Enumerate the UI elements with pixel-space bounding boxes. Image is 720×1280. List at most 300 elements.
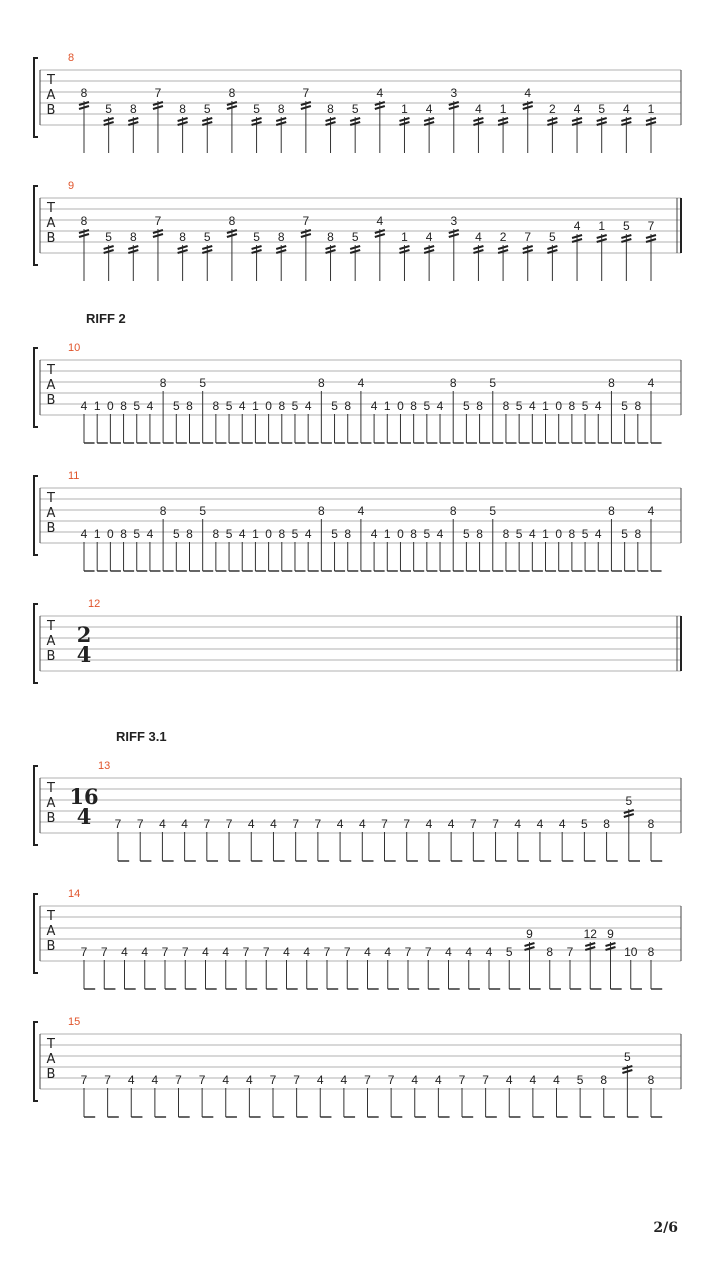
tab-note [523, 86, 533, 153]
fret-number: 5 [423, 527, 431, 541]
tab-note [397, 527, 411, 571]
fret-number: 5 [133, 399, 141, 413]
tab-letter: T [47, 363, 55, 378]
tab-letter: B [46, 393, 56, 408]
fret-number: 7 [154, 86, 162, 100]
tab-note [358, 504, 372, 571]
tab-letter: T [47, 73, 55, 88]
tab-note [248, 817, 263, 861]
tab-note [449, 214, 459, 281]
fret-number: 7 [469, 817, 477, 831]
tab-letter: A [46, 216, 56, 231]
fret-number: 8 [277, 102, 285, 116]
staff-bracket [34, 476, 38, 555]
tab-note [203, 817, 218, 861]
tab-note [450, 376, 464, 443]
tab-note [470, 817, 485, 861]
tab-note [364, 945, 379, 989]
tab-note [375, 86, 385, 153]
tab-note [344, 527, 358, 571]
fret-number: 7 [403, 817, 411, 831]
fret-number: 4 [475, 230, 482, 244]
tab-letter: T [47, 781, 55, 796]
fret-number: 8 [568, 527, 576, 541]
fret-number: 3 [450, 86, 458, 100]
fret-number: 7 [424, 945, 432, 959]
fret-number: 8 [634, 399, 642, 413]
tab-note [621, 102, 631, 153]
tab-note [397, 399, 411, 443]
tab-note [331, 399, 345, 443]
tab-note [350, 102, 360, 153]
fret-number: 4 [181, 817, 188, 831]
tab-note [405, 945, 420, 989]
tab-note [202, 945, 217, 989]
tab-note [555, 399, 569, 443]
fret-number: 0 [265, 527, 272, 541]
tab-note [608, 504, 622, 571]
fret-number: 5 [291, 399, 299, 413]
tab-note [463, 527, 477, 571]
tab-system [0, 1012, 720, 1122]
tab-system [0, 756, 720, 866]
fret-number: 4 [514, 817, 522, 831]
fret-number: 4 [425, 230, 433, 244]
fret-number: 4 [364, 945, 371, 959]
tab-note [482, 1073, 497, 1117]
tab-note [399, 230, 409, 281]
tab-note [278, 527, 292, 571]
bar-number: 12 [88, 598, 101, 610]
tab-staff [0, 176, 720, 286]
tab-note [182, 945, 197, 989]
fret-number: 4 [524, 86, 532, 100]
fret-number: 4 [623, 102, 630, 116]
tab-note [542, 399, 556, 443]
tab-note [445, 945, 460, 989]
tab-note [301, 86, 311, 153]
fret-number: 8 [568, 399, 576, 413]
tab-note [252, 527, 266, 571]
fret-number: 4 [222, 945, 230, 959]
fret-number: 4 [357, 504, 365, 518]
fret-number: 4 [594, 527, 602, 541]
tab-note [181, 817, 196, 861]
tab-note [516, 399, 530, 443]
tab-note [252, 399, 266, 443]
fret-number: 5 [581, 527, 589, 541]
fret-number: 1 [542, 399, 549, 413]
tab-note [324, 945, 339, 989]
fret-number: 8 [327, 102, 334, 116]
fret-number: 4 [528, 399, 536, 413]
fret-number: 4 [647, 376, 655, 390]
fret-number: 4 [151, 1073, 159, 1087]
fret-number: 4 [80, 527, 88, 541]
tab-note [227, 86, 237, 153]
fret-number: 1 [401, 102, 408, 116]
fret-number: 0 [555, 399, 563, 413]
fret-number: 0 [107, 527, 114, 541]
fret-number: 4 [447, 817, 455, 831]
tab-note [489, 376, 503, 443]
fret-number: 4 [436, 527, 444, 541]
tab-letter: T [47, 909, 55, 924]
tab-note [608, 376, 622, 443]
fret-number: 2 [549, 102, 556, 116]
tab-note [424, 102, 434, 153]
tab-letter: B [46, 521, 56, 536]
bar-number: 10 [68, 342, 81, 354]
tab-note [326, 102, 336, 153]
fret-number: 4 [146, 399, 154, 413]
tab-note [600, 1073, 615, 1117]
tab-note [226, 527, 240, 571]
fret-number: 4 [283, 945, 290, 959]
tab-note [606, 927, 622, 989]
tab-staff [0, 48, 720, 158]
tab-note [227, 214, 237, 281]
fret-number: 7 [154, 214, 162, 228]
fret-number: 8 [344, 399, 352, 413]
tab-note [572, 219, 582, 281]
fret-number: 8 [228, 214, 236, 228]
tab-note [278, 399, 292, 443]
tab-note [547, 230, 557, 281]
tab-note [530, 1073, 545, 1117]
tab-note [489, 504, 503, 571]
tab-note [141, 945, 156, 989]
fret-number: 7 [293, 1073, 300, 1087]
tab-staff [0, 594, 720, 704]
fret-number: 8 [318, 504, 325, 518]
page-number: 2/6 [653, 1220, 678, 1236]
tab-note [399, 102, 409, 153]
tab-note [459, 1073, 474, 1117]
fret-number: 0 [265, 399, 272, 413]
tab-system [0, 466, 720, 576]
tab-note [582, 527, 596, 571]
tab-letter: B [46, 939, 56, 954]
bar-number: 14 [68, 888, 81, 900]
fret-number: 8 [647, 945, 655, 959]
fret-number: 7 [482, 1073, 489, 1087]
tab-note [648, 1073, 663, 1117]
fret-number: 3 [450, 214, 458, 228]
fret-number: 4 [384, 945, 392, 959]
tab-staff [0, 466, 720, 576]
fret-number: 4 [246, 1073, 253, 1087]
tab-note [537, 817, 552, 861]
tab-note [159, 817, 174, 861]
fret-number: 5 [199, 376, 207, 390]
fret-number: 1 [499, 102, 507, 116]
tab-note [569, 399, 583, 443]
fret-number: 8 [186, 527, 193, 541]
tab-note [371, 527, 385, 571]
fret-number: 4 [558, 817, 566, 831]
fret-number: 8 [603, 817, 610, 831]
tab-note [624, 945, 642, 989]
tab-note [646, 219, 656, 281]
tab-note [344, 399, 358, 443]
tab-note [318, 504, 332, 571]
tab-note [178, 230, 188, 281]
fret-number: 5 [581, 399, 589, 413]
tab-note [317, 1073, 332, 1117]
tab-note [577, 1073, 592, 1117]
staff-bracket [34, 348, 38, 427]
tab-note [270, 1073, 285, 1117]
tab-note [503, 527, 517, 571]
staff-bracket [34, 186, 38, 265]
fret-number: 5 [463, 399, 470, 413]
fret-number: 7 [181, 945, 189, 959]
fret-number: 4 [436, 399, 444, 413]
tab-note [634, 399, 648, 443]
fret-number: 7 [404, 945, 412, 959]
tab-note [81, 1073, 96, 1117]
tab-note [621, 399, 635, 443]
fret-number: 4 [340, 1073, 348, 1087]
tab-note [283, 945, 298, 989]
staff-bracket [34, 604, 38, 683]
tab-note [81, 527, 95, 571]
tab-system [0, 176, 720, 286]
tab-letter: B [46, 103, 56, 118]
tab-note [516, 527, 530, 571]
tab-note [542, 527, 556, 571]
tab-note [104, 1073, 119, 1117]
fret-number: 4 [505, 1073, 513, 1087]
fret-number: 8 [647, 1073, 655, 1087]
tab-note [222, 945, 237, 989]
fret-number: 1 [383, 399, 391, 413]
fret-number: 7 [381, 817, 388, 831]
tab-note [547, 102, 557, 153]
tab-note [81, 399, 95, 443]
fret-number: 7 [458, 1073, 466, 1087]
tab-note [449, 86, 459, 153]
tab-note [246, 1073, 261, 1117]
tab-note [648, 376, 662, 443]
time-signature-top: 2 [76, 622, 92, 647]
tab-note [153, 86, 163, 153]
tab-note [410, 527, 424, 571]
tab-note [525, 927, 541, 989]
tab-note [476, 399, 490, 443]
fret-number: 4 [475, 102, 482, 116]
tab-note [555, 527, 569, 571]
fret-number: 8 [318, 376, 325, 390]
tab-note [634, 527, 648, 571]
fret-number: 7 [314, 817, 322, 831]
fret-number: 8 [179, 230, 186, 244]
tab-note [423, 399, 437, 443]
fret-number: 7 [364, 1073, 371, 1087]
fret-number: 8 [278, 399, 286, 413]
tab-note [292, 399, 306, 443]
fret-number: 5 [515, 399, 523, 413]
tab-note [186, 399, 200, 443]
tab-staff [0, 756, 720, 866]
fret-number: 2 [499, 230, 507, 244]
bar-number: 8 [68, 52, 75, 64]
tab-note [514, 817, 529, 861]
fret-number: 8 [80, 214, 88, 228]
bar-number: 11 [68, 470, 80, 482]
tab-note [153, 214, 163, 281]
tab-letter: A [46, 1052, 56, 1067]
fret-number: 7 [302, 86, 310, 100]
tab-note [252, 102, 262, 153]
fret-number: 8 [277, 230, 285, 244]
staff-bracket [34, 58, 38, 137]
fret-number: 4 [222, 1073, 230, 1087]
tab-note [595, 527, 609, 571]
tab-note [621, 219, 631, 281]
tab-note [128, 230, 138, 281]
fret-number: 7 [566, 945, 574, 959]
fret-number: 5 [331, 527, 338, 541]
tab-staff [0, 1012, 720, 1122]
fret-number: 7 [492, 817, 499, 831]
fret-number: 4 [304, 527, 312, 541]
tab-note [337, 817, 352, 861]
fret-number: 4 [121, 945, 128, 959]
tab-note [473, 230, 483, 281]
fret-number: 5 [625, 794, 633, 808]
fret-number: 4 [80, 399, 88, 413]
tab-note [546, 945, 561, 989]
tab-note [202, 102, 212, 153]
fret-number: 4 [435, 1073, 442, 1087]
tab-note [463, 399, 477, 443]
fret-number: 4 [238, 399, 246, 413]
tab-note [381, 817, 396, 861]
fret-number: 8 [502, 527, 510, 541]
fret-number: 7 [302, 214, 310, 228]
tab-note [199, 1073, 214, 1117]
tab-note [529, 527, 543, 571]
tab-note [199, 504, 213, 571]
fret-number: 5 [598, 102, 606, 116]
fret-number: 4 [316, 1073, 324, 1087]
tab-note [423, 527, 437, 571]
fret-number: 4 [573, 102, 581, 116]
tab-note [597, 219, 607, 281]
tab-note [358, 376, 372, 443]
tab-note [403, 817, 418, 861]
fret-number: 8 [179, 102, 186, 116]
fret-number: 5 [489, 376, 497, 390]
tab-note [371, 399, 385, 443]
time-signature-top: 16 [69, 784, 99, 809]
tab-note [503, 399, 517, 443]
tab-note [239, 399, 253, 443]
bar-number: 13 [98, 760, 111, 772]
fret-number: 4 [529, 1073, 537, 1087]
tab-system [0, 884, 720, 994]
fret-number: 7 [524, 230, 532, 244]
fret-number: 4 [536, 817, 544, 831]
fret-number: 4 [528, 527, 536, 541]
time-signature-bottom: 4 [76, 642, 92, 667]
tab-letter: A [46, 796, 56, 811]
tab-note [120, 399, 134, 443]
fret-number: 5 [105, 230, 112, 244]
tab-note [79, 86, 89, 153]
fret-number: 8 [129, 230, 137, 244]
tab-note [104, 230, 114, 281]
tab-note [162, 945, 177, 989]
fret-number: 9 [607, 927, 614, 941]
fret-number: 4 [127, 1073, 135, 1087]
fret-number: 7 [387, 1073, 395, 1087]
tab-note [375, 214, 385, 281]
fret-number: 5 [253, 102, 260, 116]
fret-number: 5 [505, 945, 513, 959]
tab-note [222, 1073, 237, 1117]
fret-number: 8 [634, 527, 642, 541]
fret-number: 7 [136, 817, 144, 831]
tab-note [473, 102, 483, 153]
tab-note [213, 527, 227, 571]
tab-note [648, 504, 662, 571]
tab-note [147, 527, 161, 571]
tab-note [476, 527, 490, 571]
fret-number: 7 [242, 945, 250, 959]
fret-number: 8 [129, 102, 137, 116]
tab-note [94, 527, 108, 571]
tab-note [292, 527, 306, 571]
fret-number: 7 [104, 1073, 111, 1087]
tab-note [597, 102, 607, 153]
fret-number: 8 [212, 527, 220, 541]
tab-letter: A [46, 88, 56, 103]
fret-number: 0 [555, 527, 563, 541]
fret-number: 5 [133, 527, 141, 541]
tab-note [595, 399, 609, 443]
fret-number: 8 [278, 527, 286, 541]
fret-number: 4 [304, 399, 312, 413]
tab-letter: T [47, 1037, 55, 1052]
fret-number: 4 [411, 1073, 419, 1087]
tab-note [350, 230, 360, 281]
tab-note [486, 945, 501, 989]
fret-number: 8 [120, 399, 127, 413]
fret-number: 4 [202, 945, 209, 959]
tab-letter: A [46, 634, 56, 649]
tab-note [648, 945, 663, 989]
fret-number: 4 [159, 817, 166, 831]
fret-number: 8 [410, 527, 417, 541]
fret-number: 7 [647, 219, 655, 233]
tab-note [305, 527, 319, 571]
fret-number: 8 [159, 376, 167, 390]
tab-note [364, 1073, 379, 1117]
fret-number: 7 [262, 945, 270, 959]
fret-number: 7 [225, 817, 233, 831]
tab-staff [0, 884, 720, 994]
fret-number: 1 [542, 527, 549, 541]
tab-note [178, 102, 188, 153]
fret-number: 4 [376, 86, 384, 100]
tab-note [506, 945, 521, 989]
tab-note [426, 817, 441, 861]
tab-note [128, 1073, 143, 1117]
tab-note [437, 527, 451, 571]
